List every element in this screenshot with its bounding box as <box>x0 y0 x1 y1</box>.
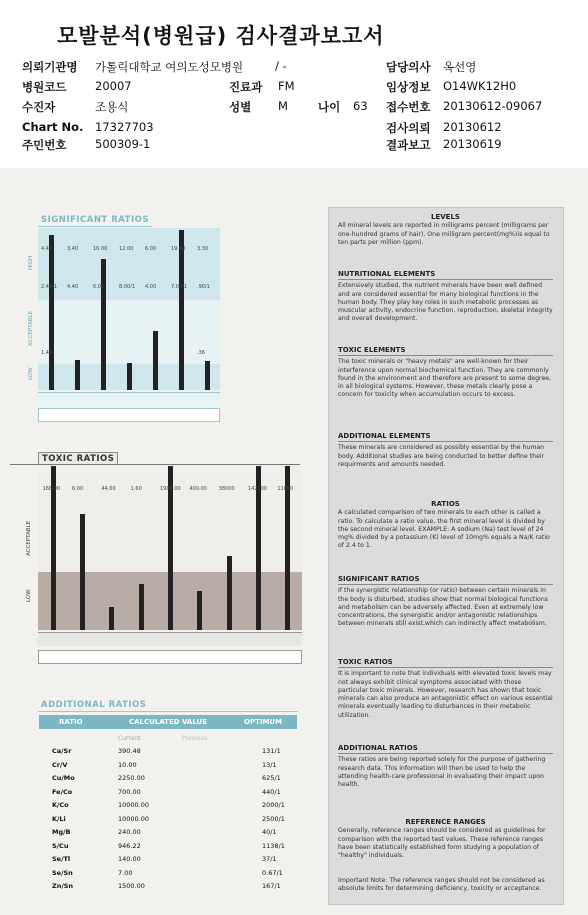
info-heading: REFERENCE RANGES <box>405 818 486 826</box>
significant-ratios-chart <box>10 228 220 428</box>
label-doctor: 담당의사 <box>386 60 431 74</box>
info-heading: SIGNIFICANT RATIOS <box>338 575 420 583</box>
info-heading: ADDITIONAL ELEMENTS <box>338 432 431 440</box>
tick-label: 4.40 <box>41 246 53 252</box>
col-ratio: RATIO <box>59 718 83 726</box>
zone-label-low: LOW <box>28 367 34 380</box>
additional-optimum: 625/1 <box>262 774 281 782</box>
additional-optimum: 40/1 <box>262 828 277 836</box>
label-sex: 성별 <box>229 100 252 114</box>
info-heading: RATIOS <box>431 500 460 508</box>
additional-current: 140.00 <box>118 855 141 863</box>
report-title: 모발분석(병원급) 검사결과보고서 <box>57 24 385 48</box>
info-heading: TOXIC ELEMENTS <box>338 346 406 354</box>
bar-na-k <box>75 360 80 390</box>
info-text: Extensively studied, the nutrient minerals have been well defined and are considered essential for many biological functions in the human body. They play key roles in such metabolic processes as muscular activity, endocrine function, reproduction, skeletal integrity and overall development. <box>338 282 553 323</box>
bar-zn-cu <box>127 363 132 390</box>
label-department: 진료과 <box>229 80 263 94</box>
col-optimum: OPTIMUM <box>244 718 283 726</box>
additional-ratio: Fe/Co <box>52 787 73 796</box>
value-chart-no: 17327703 <box>95 120 154 134</box>
tick-label: .36 <box>197 350 205 356</box>
tick-label: 12.00 <box>119 246 134 252</box>
value-institution: 가톨릭대학교 여의도성모병원 <box>95 60 244 74</box>
bar-se-hg <box>139 584 144 630</box>
label-report-date: 결과보고 <box>386 138 431 152</box>
additional-ratio: Cr/V <box>52 760 68 769</box>
col-previous: Previous <box>182 735 208 742</box>
additional-current: 10.00 <box>118 760 137 769</box>
tick-label: 1.60 <box>130 486 142 492</box>
bar-fe-pb <box>80 514 85 630</box>
additional-optimum: 131/1 <box>262 747 281 755</box>
value-receipt-no: 20130612-09067 <box>443 99 543 113</box>
tick-label: 400.00 <box>189 486 207 492</box>
info-section <box>338 877 553 894</box>
additional-ratio: Cu/Mo <box>52 774 75 782</box>
additional-current: 7.00 <box>118 868 133 877</box>
label-request-date: 검사의뢰 <box>386 121 431 135</box>
bar-ca-k <box>101 259 106 390</box>
info-section <box>338 270 553 324</box>
info-section <box>338 432 553 469</box>
additional-current: 946.22 <box>118 841 141 850</box>
info-text: These ratios are being reported solely for the purpose of gathering research data. This information will then be used to help the attending health-care professional in evaluating their impact upon health. <box>338 756 546 789</box>
bar-fe-cu <box>205 361 210 390</box>
info-heading: ADDITIONAL RATIOS <box>338 744 418 752</box>
additional-optimum: 2500/1 <box>262 814 285 823</box>
label-institution: 의뢰기관명 <box>22 60 78 74</box>
info-section <box>338 575 553 629</box>
label-chart-no: Chart No. <box>22 120 84 134</box>
additional-optimum: 440/1 <box>262 787 281 796</box>
label-receipt-no: 접수번호 <box>386 100 431 114</box>
tick-label: 6.00 <box>145 246 157 252</box>
tick-label: 4.00 <box>145 284 157 290</box>
value-hospital-code: 20007 <box>95 79 132 93</box>
additional-current: 240.00 <box>118 828 141 836</box>
info-text: It is important to note that individuals with elevated toxic levels may not always exhibit clinical symptoms associated with those particular toxic minerals. However, research has shown that toxic minerals can also produce an antagonistic effect on various essential minerals eventually leading to disturbances in their metabolic utilization. <box>338 670 553 719</box>
additional-current: 1500.00 <box>118 882 145 890</box>
bar-zn-hg <box>197 591 202 630</box>
info-section <box>338 818 553 860</box>
col-current: Current <box>118 735 141 742</box>
tick-label: 142000 <box>248 486 268 492</box>
label-resident-no: 주민번호 <box>22 138 67 152</box>
tick-label: 19.00 <box>171 246 186 252</box>
additional-optimum: 37/1 <box>262 855 277 863</box>
additional-ratio: Se/Tl <box>52 855 71 863</box>
col-calculated: CALCULATED VALUE <box>129 718 208 726</box>
additional-current: 10000.00 <box>118 801 150 809</box>
additional-ratio: Ca/Sr <box>52 747 72 755</box>
zone-label-acceptable: ACCEPTABLE <box>28 310 34 346</box>
tick-label: 8.00/1 <box>119 284 135 290</box>
value-resident-no: 500309-1 <box>95 137 151 151</box>
additional-current: 2250.00 <box>118 774 145 782</box>
tick-label: 11000 <box>277 486 294 492</box>
label-patient: 수진자 <box>22 100 56 114</box>
info-text: A calculated comparison of two minerals to each other is called a ratio. To calculate a ratio value, the first mineral level is divided by the second mineral level. EXAMPLE: A sodium (Na) test level of 24 mg% divided by a potassium (K) level of 10mg% equals a Na/K ratio of 2.4 to 1. <box>338 509 550 550</box>
tick-label: 6.00 <box>72 486 84 492</box>
info-heading: LEVELS <box>431 213 460 221</box>
bar-fe-hg <box>109 607 114 630</box>
info-text: These minerals are considered as possibly essential by the human body. Additional studies are being conducted to better define their requirments and amounts needed. <box>338 444 545 468</box>
value-ward: / - <box>275 59 287 73</box>
bar-na-mg <box>153 331 158 390</box>
additional-ratio: Zn/Sn <box>52 882 74 890</box>
additional-optimum: 0.67/1 <box>262 868 283 877</box>
info-text: If the synergistic relationship (or ratio) between certain minerals in the body is disturbed, studies show that normal biological functions and metabolism can be adversely affected. Even at extremely low concentrations, the synergistic and/or antagonistic relationships between minerals still exist,which can indirectly affect metabolism. <box>338 587 548 628</box>
toxic-ratios-title: TOXIC RATIOS <box>38 452 118 465</box>
info-text: Important Note: The reference ranges should not be considered as absolute limits for determining deficiency, toxicity or acceptance. <box>338 877 545 893</box>
additional-ratio: S/Cu <box>52 841 69 850</box>
additional-table-header <box>39 715 297 729</box>
significant-ratios-title: SIGNIFICANT RATIOS <box>38 214 152 227</box>
tick-label: 1900.00 <box>160 486 181 492</box>
info-section <box>338 346 553 400</box>
info-text: The toxic minerals or "heavy metals" are well-known for their interference upon normal biochemical function. They are commonly found in the environment and therefore are present to some degree, in all biological systems. However, these metals clearly pose a concern for toxicity when accumulation occurs to excess. <box>338 358 552 399</box>
info-heading: TOXIC RATIOS <box>338 658 393 666</box>
tick-label: 1.40 <box>41 350 53 356</box>
additional-current: 700.00 <box>118 787 141 796</box>
value-doctor: 옥선영 <box>443 60 477 74</box>
acceptable-zone <box>38 300 220 364</box>
info-heading: NUTRITIONAL ELEMENTS <box>338 270 436 278</box>
bar-ca-p <box>49 235 54 390</box>
value-sex: M <box>278 99 288 113</box>
tick-label: 3.40 <box>67 246 79 252</box>
additional-ratios-title: ADDITIONAL RATIOS <box>41 700 147 710</box>
zone-label-low: LOW <box>26 589 32 602</box>
bar-s-hg <box>227 556 232 630</box>
value-request-date: 20130612 <box>443 120 502 134</box>
additional-optimum: 13/1 <box>262 760 277 769</box>
tick-label: 4.40 <box>67 284 79 290</box>
tick-label: 16.00 <box>93 246 108 252</box>
info-section <box>338 744 553 789</box>
tick-label: .90/1 <box>197 284 210 290</box>
info-section <box>338 500 553 551</box>
additional-ratio: Mg/B <box>52 828 71 836</box>
additional-current: 10000.00 <box>118 814 150 823</box>
additional-optimum: 1138/1 <box>262 841 285 850</box>
tick-label: 38000 <box>218 486 235 492</box>
additional-ratio: Se/Sn <box>52 868 73 877</box>
additional-ratio: K/Co <box>52 801 69 809</box>
value-report-date: 20130619 <box>443 137 502 151</box>
label-clinical-info: 임상정보 <box>386 80 431 94</box>
value-clinical-info: O14WK12H0 <box>443 79 517 93</box>
tick-label: 6.00 <box>93 284 105 290</box>
tick-label: 44.00 <box>101 486 116 492</box>
additional-optimum: 2000/1 <box>262 801 285 809</box>
tick-label: 168.00 <box>42 486 61 492</box>
zone-label-high: HIGH <box>28 255 34 270</box>
tick-label: 3.30 <box>197 246 209 252</box>
additional-optimum: 167/1 <box>262 882 281 890</box>
additional-current: 390.48 <box>118 747 141 755</box>
toxic-ratios-chart <box>10 466 302 676</box>
info-section <box>338 213 553 247</box>
tick-label: 7.00/1 <box>171 284 187 290</box>
info-text: All mineral levels are reported in milligrams percent (milligrams per one-hundred grams of hair). One milligram percent(mg%)is equal to ten parts per million (ppm). <box>338 222 550 246</box>
label-hospital-code: 병원코드 <box>22 80 67 94</box>
additional-ratio: K/Li <box>52 814 66 823</box>
value-patient: 조용식 <box>95 100 129 114</box>
value-age: 63 <box>353 99 368 113</box>
info-section <box>338 658 553 720</box>
label-age: 나이 <box>318 100 341 114</box>
bar-ca-mg <box>179 230 184 390</box>
value-department: FM <box>278 79 295 93</box>
zone-label-acceptable: ACCEPTABLE <box>26 520 32 556</box>
tick-label: 2.40/1 <box>41 284 57 290</box>
info-text: Generally, reference ranges should be considered as guidelines for comparison with the reported test values. These reference ranges have been statistically established form studying a population of "healthy" individuals. <box>338 827 546 860</box>
